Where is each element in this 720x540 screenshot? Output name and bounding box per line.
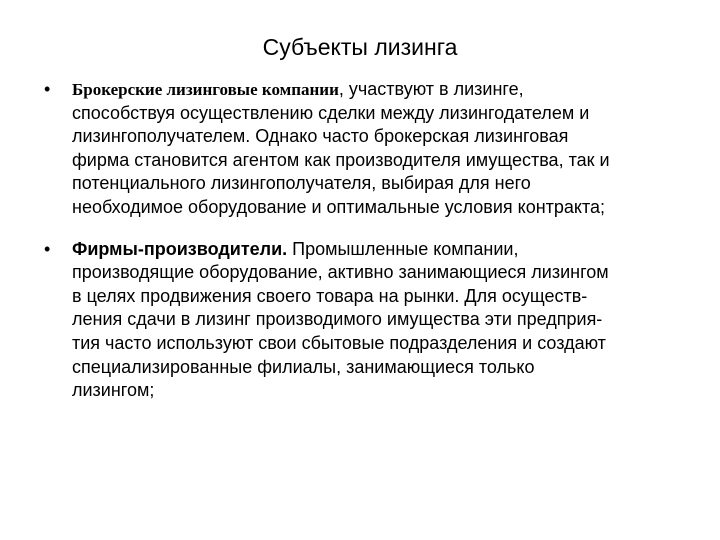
- text-line: тия часто используют свои сбытовые подразделения и создают: [72, 332, 606, 353]
- text-line: способствуя осуществлению сделки между лизингодателем и: [72, 102, 590, 123]
- text-line: в целях продвижения своего товара на рынки. Для осуществ-: [72, 285, 588, 306]
- bullet-item-manufacturers: [44, 238, 704, 403]
- text-line: [72, 78, 704, 102]
- bullet-lead-term: Фирмы-производители.: [72, 238, 288, 259]
- text-line: фирма становится агентом как производителя имущества, так и: [72, 149, 610, 170]
- text-segment: Промышленные компании,: [287, 238, 519, 259]
- text-line: ления сдачи в лизинг производимого имущества эти предприя-: [72, 309, 603, 330]
- text-line: необходимое оборудование и оптимальные условия контракта;: [72, 196, 606, 217]
- bullet-list: [44, 78, 704, 403]
- bullet-item-brokers: [44, 78, 704, 220]
- text-line: лизингом;: [72, 380, 155, 401]
- bullet-marker: •: [44, 79, 51, 99]
- slide-title: Субъекты лизинга: [262, 34, 458, 60]
- text-line: специализированные филиалы, занимающиеся только: [72, 356, 535, 377]
- bullet-marker: •: [44, 238, 51, 259]
- text-line: потенциального лизингополучателя, выбирая для него: [72, 173, 531, 194]
- text-line: лизингополучателем. Однако часто брокерская лизинговая: [72, 126, 569, 147]
- text-segment: , участвуют в лизинге,: [338, 79, 524, 99]
- bullet-lead-term: Брокерские лизинговые компании: [72, 80, 339, 99]
- text-line: производящие оборудование, активно занимающиеся лизингом: [72, 262, 609, 283]
- text-line: [72, 238, 704, 262]
